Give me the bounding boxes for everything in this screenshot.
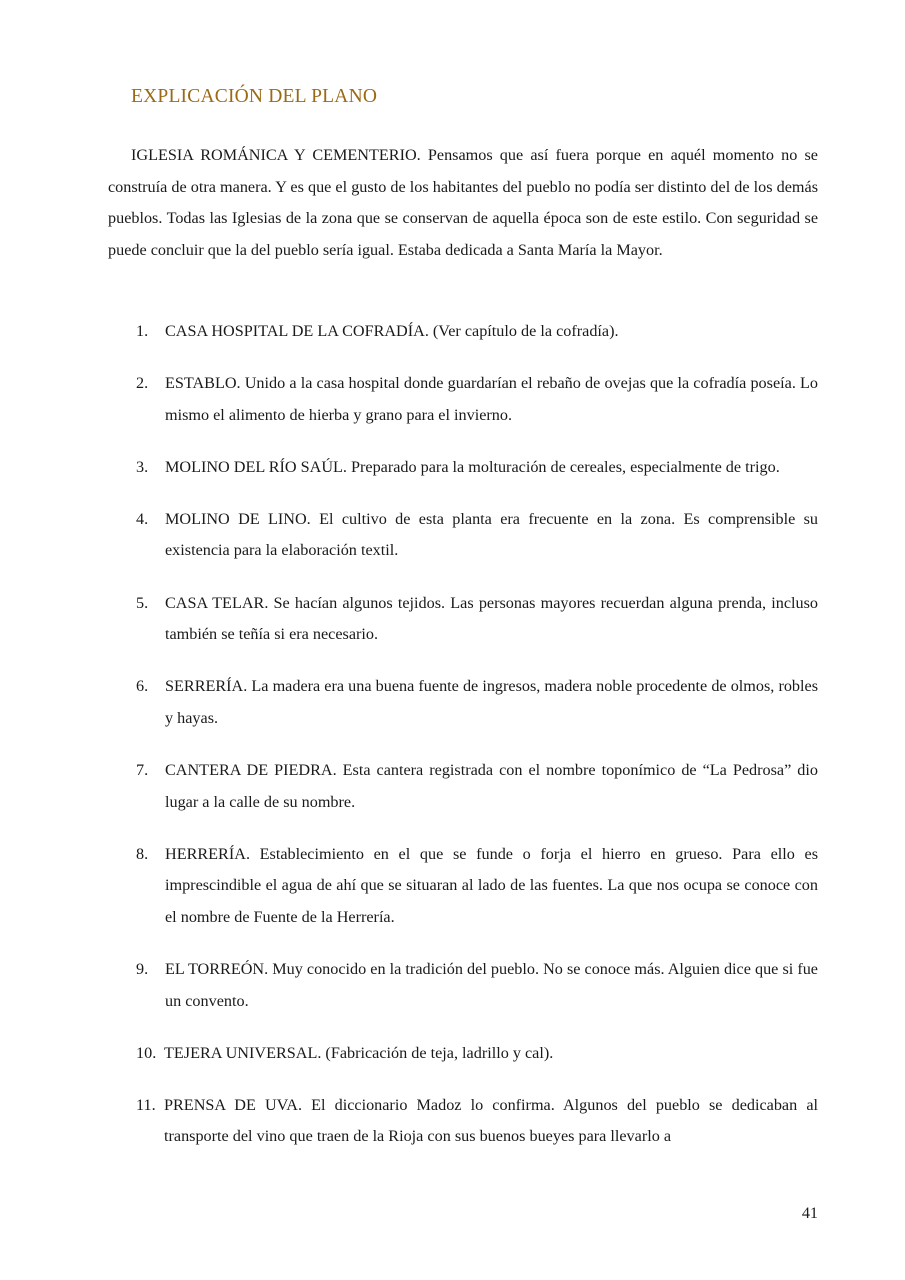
list-item-number: 11. xyxy=(136,1095,156,1114)
list-item-number: 4. xyxy=(136,509,149,528)
page-number: 41 xyxy=(801,1204,818,1222)
list-item-text: CASA TELAR. Se hacían algunos tejidos. Las personas mayores recuerdan alguna prenda, incluso también se teñía si era necesario. xyxy=(165,593,818,644)
intro-paragraph: IGLESIA ROMÁNICA Y CEMENTERIO. Pensamos que así fuera porque en aquél momento no se construía de otra manera. Y es que el gusto de los habitantes del pueblo no podía ser distinto del de los demás pueblos. Todas las Iglesias de la zona que se conservan de aquella época son de este estilo. Con seguridad se puede concluir que la del pueblo sería igual. Estaba dedicada a Santa María la Mayor. xyxy=(108,146,818,259)
list-item-number: 6. xyxy=(136,677,149,696)
list-item xyxy=(108,588,818,651)
list-item-text: CANTERA DE PIEDRA. Esta cantera registrada con el nombre toponímico de “La Pedrosa” dio lugar a la calle de su nombre. xyxy=(165,760,818,811)
list-item-number: 9. xyxy=(136,959,149,978)
list-item-number: 2. xyxy=(136,374,149,393)
list-item xyxy=(108,452,818,484)
list-item xyxy=(108,954,818,1017)
section-heading: EXPLICACIÓN DEL PLANO xyxy=(131,86,378,107)
list-item-text: ESTABLO. Unido a la casa hospital donde guardarían el rebaño de ovejas que la cofradía poseía. Lo mismo el alimento de hierba y grano para el invierno. xyxy=(165,374,818,424)
list-item-number: 7. xyxy=(136,760,149,779)
list-item-number: 8. xyxy=(136,844,149,863)
list-item xyxy=(108,1038,818,1070)
list-item xyxy=(108,671,818,734)
list-item-text: EL TORREÓN. Muy conocido en la tradición del pueblo. No se conoce más. Alguien dice que si fue un convento. xyxy=(165,959,818,1010)
list-item xyxy=(108,1090,818,1153)
list-item-text: HERRERÍA. Establecimiento en el que se funde o forja el hierro en grueso. Para ello es imprescindible el agua de ahí que se situaran al lado de las fuentes. La que nos ocupa se conoce con el nombre de Fuente de la Herrería. xyxy=(165,844,818,926)
list-item xyxy=(108,316,818,348)
plan-legend-list xyxy=(108,316,818,1173)
list-item-text: MOLINO DEL RÍO SAÚL. Preparado para la molturación de cereales, especialmente de trigo. xyxy=(165,457,780,476)
list-item-text: MOLINO DE LINO. El cultivo de esta planta era frecuente en la zona. Es comprensible su existencia para la elaboración textil. xyxy=(165,509,818,560)
list-item-text: TEJERA UNIVERSAL. (Fabricación de teja, ladrillo y cal). xyxy=(164,1043,554,1062)
list-item xyxy=(108,839,818,934)
list-item-text: SERRERÍA. La madera era una buena fuente de ingresos, madera noble procedente de olmos, robles y hayas. xyxy=(165,677,818,727)
list-item-text: CASA HOSPITAL DE LA COFRADÍA. (Ver capítulo de la cofradía). xyxy=(165,322,619,340)
list-item-text: PRENSA DE UVA. El diccionario Madoz lo confirma. Algunos del pueblo se dedicaban al transporte del vino que traen de la Rioja con sus buenos bueyes para llevarlo a xyxy=(164,1095,818,1146)
list-item xyxy=(108,504,818,567)
list-item-number: 3. xyxy=(136,457,149,476)
list-item xyxy=(108,368,818,431)
list-item-number: 10. xyxy=(136,1043,157,1062)
list-item xyxy=(108,755,818,818)
list-item-number: 5. xyxy=(136,593,149,612)
list-item-number: 1. xyxy=(136,322,149,340)
